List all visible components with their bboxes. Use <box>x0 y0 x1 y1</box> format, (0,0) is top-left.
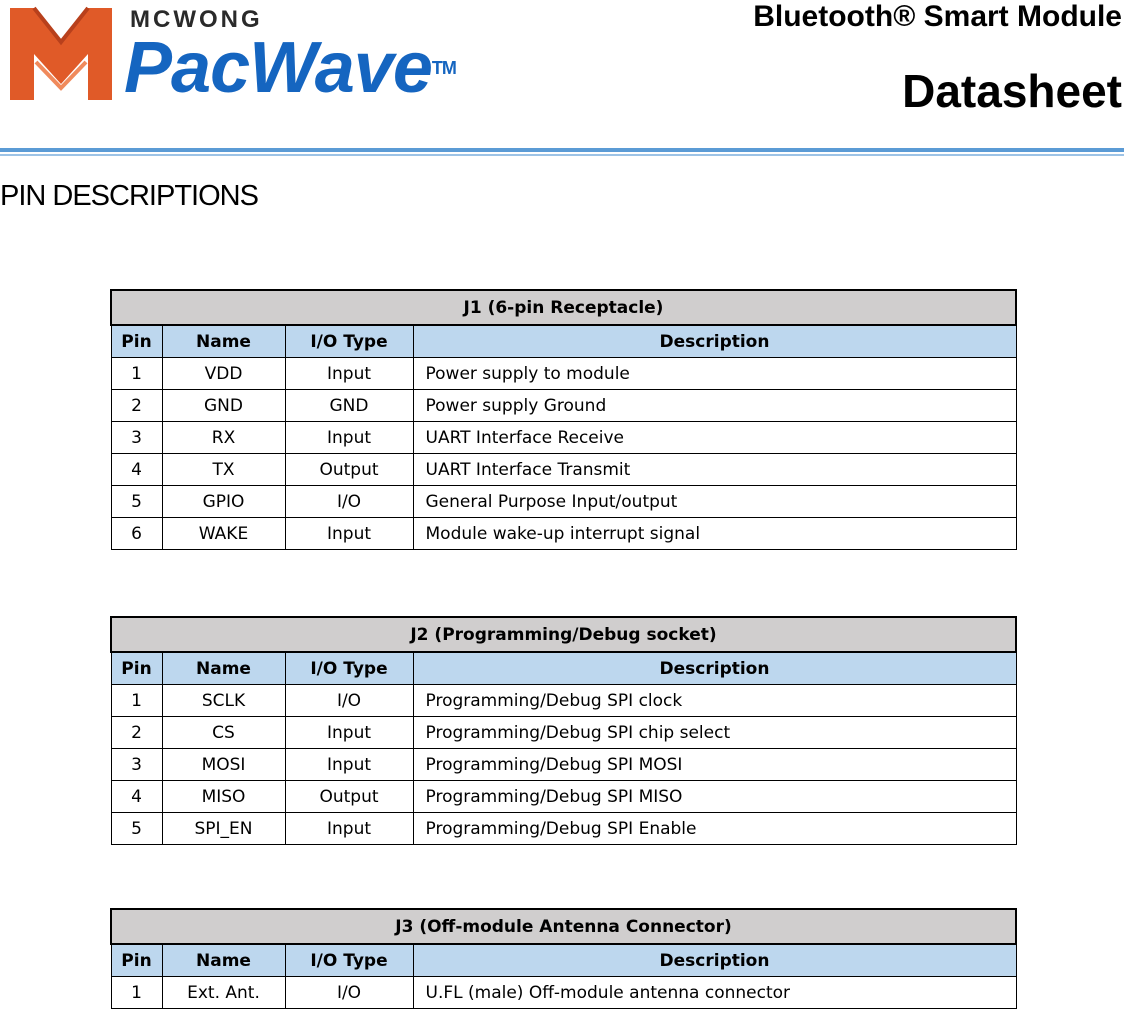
description-cell: Power supply Ground <box>413 390 1016 422</box>
table-row <box>111 781 1016 813</box>
document-subtitle: Datasheet <box>902 65 1122 117</box>
name-cell: MISO <box>162 781 285 813</box>
pin-cell: 5 <box>111 813 162 845</box>
description-cell: Programming/Debug SPI MISO <box>413 781 1016 813</box>
table-caption: J2 (Programming/Debug socket) <box>111 617 1016 652</box>
table-caption-row <box>111 617 1016 652</box>
section-title: PIN DESCRIPTIONS <box>0 180 258 212</box>
name-cell: SPI_EN <box>162 813 285 845</box>
pin-cell: 1 <box>111 977 162 1009</box>
column-header: I/O Type <box>285 325 413 358</box>
io-type-cell: I/O <box>285 685 413 717</box>
description-cell: UART Interface Receive <box>413 422 1016 454</box>
column-header: Name <box>162 652 285 685</box>
io-type-cell: Input <box>285 813 413 845</box>
name-cell: VDD <box>162 358 285 390</box>
mcwong-logo-icon <box>6 4 116 104</box>
name-cell: Ext. Ant. <box>162 977 285 1009</box>
name-cell: SCLK <box>162 685 285 717</box>
pin-table-j3 <box>110 908 1017 1009</box>
name-cell: RX <box>162 422 285 454</box>
table-caption: J1 (6-pin Receptacle) <box>111 290 1016 325</box>
table-caption-row <box>111 909 1016 944</box>
table-row <box>111 717 1016 749</box>
brand-name-text: PacWave <box>124 28 432 108</box>
page-header <box>0 0 1124 160</box>
column-header: Description <box>413 944 1016 977</box>
description-cell: UART Interface Transmit <box>413 454 1016 486</box>
brand-subtitle: MCWONG <box>130 6 263 33</box>
column-header: Name <box>162 325 285 358</box>
description-cell: Module wake-up interrupt signal <box>413 518 1016 550</box>
description-cell: Programming/Debug SPI chip select <box>413 717 1016 749</box>
io-type-cell: GND <box>285 390 413 422</box>
header-rule <box>0 146 1124 160</box>
pin-cell: 6 <box>111 518 162 550</box>
table-header-row <box>111 652 1016 685</box>
table-row <box>111 813 1016 845</box>
column-header: I/O Type <box>285 944 413 977</box>
pin-cell: 2 <box>111 390 162 422</box>
description-cell: Programming/Debug SPI Enable <box>413 813 1016 845</box>
pin-cell: 2 <box>111 717 162 749</box>
pin-table-j2 <box>110 616 1017 845</box>
io-type-cell: I/O <box>285 977 413 1009</box>
io-type-cell: Input <box>285 749 413 781</box>
io-type-cell: I/O <box>285 486 413 518</box>
column-header: Name <box>162 944 285 977</box>
name-cell: GPIO <box>162 486 285 518</box>
table-row <box>111 518 1016 550</box>
pin-cell: 4 <box>111 454 162 486</box>
description-cell: General Purpose Input/output <box>413 486 1016 518</box>
table-row <box>111 977 1016 1009</box>
io-type-cell: Output <box>285 454 413 486</box>
name-cell: CS <box>162 717 285 749</box>
io-type-cell: Output <box>285 781 413 813</box>
table-caption: J3 (Off-module Antenna Connector) <box>111 909 1016 944</box>
pin-cell: 1 <box>111 685 162 717</box>
brand-name <box>124 28 456 108</box>
pin-table-j1 <box>110 289 1017 550</box>
pin-cell: 5 <box>111 486 162 518</box>
column-header: Pin <box>111 652 162 685</box>
column-header: I/O Type <box>285 652 413 685</box>
table-row <box>111 685 1016 717</box>
description-cell: Power supply to module <box>413 358 1016 390</box>
table-caption-row <box>111 290 1016 325</box>
table-row <box>111 454 1016 486</box>
io-type-cell: Input <box>285 358 413 390</box>
column-header: Description <box>413 652 1016 685</box>
name-cell: MOSI <box>162 749 285 781</box>
io-type-cell: Input <box>285 422 413 454</box>
table-row <box>111 486 1016 518</box>
column-header: Description <box>413 325 1016 358</box>
column-header: Pin <box>111 325 162 358</box>
table-row <box>111 358 1016 390</box>
pin-cell: 1 <box>111 358 162 390</box>
name-cell: GND <box>162 390 285 422</box>
pin-cell: 3 <box>111 749 162 781</box>
io-type-cell: Input <box>285 518 413 550</box>
io-type-cell: Input <box>285 717 413 749</box>
table-header-row <box>111 325 1016 358</box>
pin-cell: 3 <box>111 422 162 454</box>
column-header: Pin <box>111 944 162 977</box>
description-cell: Programming/Debug SPI clock <box>413 685 1016 717</box>
pin-cell: 4 <box>111 781 162 813</box>
name-cell: WAKE <box>162 518 285 550</box>
table-row <box>111 422 1016 454</box>
description-cell: U.FL (male) Off-module antenna connector <box>413 977 1016 1009</box>
name-cell: TX <box>162 454 285 486</box>
document-title: Bluetooth® Smart Module <box>753 0 1122 33</box>
trademark-mark: TM <box>431 58 456 78</box>
table-row <box>111 390 1016 422</box>
description-cell: Programming/Debug SPI MOSI <box>413 749 1016 781</box>
table-header-row <box>111 944 1016 977</box>
table-row <box>111 749 1016 781</box>
